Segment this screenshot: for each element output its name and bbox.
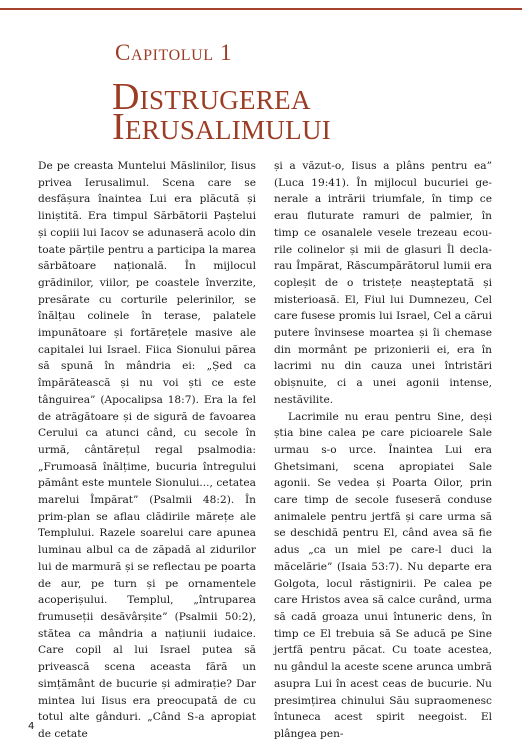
paragraph-2: Lacrimile nu erau pentru Sine, deși știa bine calea pe care picioarele Sale urmau s-o urce. Înaintea Lui era Ghetsimani, scena apropiatei Sale agonii. Se vedea și Poarta Oilor, prin care timp de secole fuseseră conduse animalele pentru jertfă și care urma să se deschidă pentru El, când avea să fie adus „ca un miel pe care-l duci la măcelărie” (Isaia 53:7). Nu departe era Golgota, locul răstignirii. Pe calea pe care Hristos avea să calce curând, urma să cadă groaza unui întuneric dens, în timp ce El trebuia să Se aducă pe Sine jertfă pentru păcat. Cu toate acestea, nu gândul la aceste scene arunca umbră asupra Lui în acest ceas de bucurie. Nu presimțirea chinului Său supraomenesc întuneca acest spirit neegoist. El plângea pen- [274, 410, 492, 740]
text-column-right [274, 158, 492, 743]
chapter-title [112, 76, 332, 148]
paragraph-1: De pe creasta Muntelui Măslinilor, Iisus privea Ierusalimul. Scena care se desfășura înaintea Lui era plăcută și liniștită. Era timpul Sărbătorii Paștelui și copiii lui Iacov se adunaseră acolo din toate părțile pentru a participa la marea sărbătoare națională. În mijlocul grădinilor, viilor, pe coastele înverzite, presărate cu corturile pelerinilor, se înălțau colinele în terase, palatele impunătoare și fortărețele masive ale capitalei lui Israel. Fiica Sionului părea să spună în mândria ei: „Șed ca împărătească și nu voi ști ce este tânguirea” (Apocalipsa 18:7). Era la fel de atrăgătoare și de sigură de favoarea Cerului ca atunci când, cu secole în urmă, cântărețul regal psalmodia: „Frumoasă înălțime, bucuria întregului pământ este muntele Sionului..., cetatea marelui Împărat” (Psalmii 48:2). În prim-plan se aflau clădirile mărețe ale Templului. Razele soarelui care apunea luminau albul ca de zăpadă al zidurilor lui de marmură și se reflectau pe poarta de aur, pe turn și pe ornamentele acoperișului. Templul, „întruparea frumuseții desăvârșite” (Psalmii 50:2), stătea ca mândria a națiunii iudaice. Care copil al lui Israel putea să privească scena aceasta fără un simțământ de bucurie și admirație? Dar mintea lui Iisus era preocupată de cu totul alte gânduri. „Când S-a apropiat de cetate [38, 160, 256, 740]
chapter-title-line-2: Ierusalimului [112, 106, 332, 148]
paragraph-1-continued: și a văzut-o, Iisus a plâns pentru ea” (Luca 19:41). În mijlocul bucuriei generale a intrării triumfale, în timp ce erau fluturate ramuri de palmier, în timp ce osanalele vesele trezeau ecourile colinelor și mii de glasuri Îl declarau Împărat, Răscumpărătorul lumii era copleșit de o tristețe neașteptată și misterioasă. El, Fiul lui Dumnezeu, Cel care fusese promis lui Israel, Cel a cărui putere învinsese moartea și îi chemase din mormânt pe prizonierii ei, era în lacrimi nu din cauza unei întristări obișnuite, ci a unei agonii intense, nestăvilite. [274, 160, 492, 406]
chapter-label: Capitolul 1 [115, 40, 233, 65]
text-column-left [38, 158, 256, 743]
page-number: 4 [28, 721, 35, 732]
chapter-title-line-1: Distrugerea [112, 76, 311, 118]
header-rule [0, 8, 522, 10]
